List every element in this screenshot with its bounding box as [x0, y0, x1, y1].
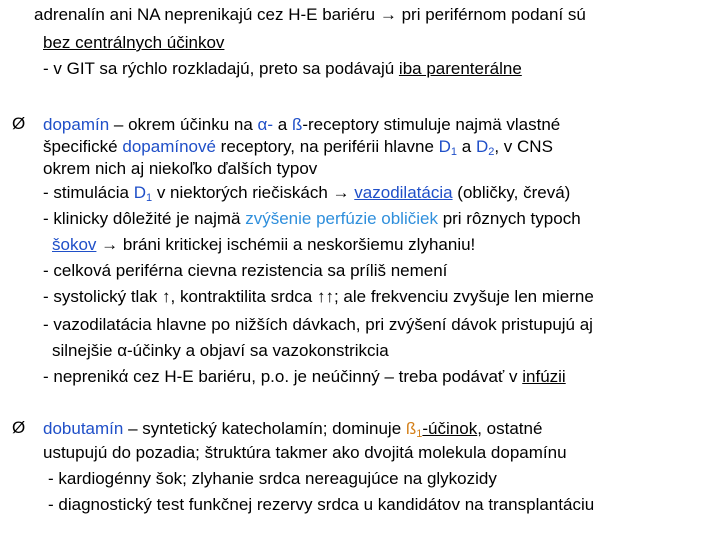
text: (obličky, črevá) [452, 183, 571, 202]
arrow-bullet-icon: Ø [12, 418, 26, 437]
text: ß [405, 419, 417, 438]
dopamine-line-3 [43, 158, 317, 180]
text: - vazodilatácia hlavne po nižších dávkach, pri zvýšení dávok pristupujú aj [43, 315, 593, 334]
text: pri rôznych typoch [437, 209, 581, 228]
text: – syntetický katecholamín; dominuje [123, 419, 406, 438]
text: špecifické [43, 137, 123, 156]
dopamine-line-2 [43, 136, 553, 158]
subscript: 2 [488, 146, 495, 158]
intro-line-3 [43, 58, 522, 80]
dopamine-line-1 [43, 114, 560, 136]
intro-text-3: - v GIT sa rýchlo rozkladajú, preto sa podávajú [43, 59, 399, 78]
intro-text-2: bez centrálnych účinkov [43, 33, 225, 52]
text: okrem nich aj niekoľko ďalších typov [43, 159, 318, 178]
dobutamine-line-2 [43, 442, 567, 464]
text: v niektorých riečiskách → [152, 183, 355, 202]
text: silnejšie α-účinky a objaví sa vazokonstrikcia [52, 341, 389, 360]
text: D [438, 137, 451, 156]
d2-term [476, 137, 494, 156]
dopamine-line-5 [43, 208, 581, 230]
text: - systolický tlak ↑, kontraktilita srdca ↑↑; ale frekvenciu zvyšuje len mierne [43, 287, 594, 306]
text: - stimulácia [43, 183, 134, 202]
subscript: 1 [145, 192, 153, 204]
text: ustupujú do pozadia; štruktúra takmer ako dvojitá molekula dopamínu [43, 443, 567, 462]
subscript: 1 [416, 428, 423, 440]
dopamine-line-9 [43, 314, 593, 336]
text: - kardiogénny šok; zlyhanie srdca nereagujúce na glykozidy [48, 469, 497, 488]
d1-term [134, 183, 152, 202]
text: , v CNS [494, 137, 553, 156]
text: - klinicky dôležité je najmä [43, 209, 246, 228]
text: - neprenikά cez H-E bariéru, p.o. je neúčinný – treba podávať v [43, 367, 523, 386]
dopaminergic-term: dopamínové [122, 137, 216, 156]
d1-term [439, 137, 457, 156]
dopamine-line-10 [52, 340, 389, 362]
shock-link[interactable]: šokov [52, 235, 97, 254]
dopamine-term: dopamín [43, 115, 110, 134]
dobutamine-line-1 [43, 418, 542, 440]
text: D [133, 183, 146, 202]
text: D [475, 137, 489, 156]
arrow-bullet-icon: Ø [12, 114, 26, 133]
dopamine-line-7 [43, 260, 447, 282]
subscript: 1 [450, 146, 458, 158]
text: -receptory stimuluje najmä vlastné [302, 115, 561, 134]
intro-line-1 [34, 4, 586, 26]
dopamine-line-6 [52, 234, 475, 256]
alpha-term: α- [257, 115, 274, 134]
text: - diagnostický test funkčnej rezervy srdca u kandidátov na transplantáciu [48, 495, 595, 514]
dobutamine-line-4 [48, 494, 594, 516]
text: - celková periférna cievna rezistencia sa príliš nemení [43, 261, 448, 280]
renal-perfusion-term: zvýšenie perfúzie obličiek [245, 209, 438, 228]
vasodilation-link[interactable]: vazodilatácia [354, 183, 453, 202]
text: a [273, 115, 292, 134]
effect-link[interactable]: -účinok [422, 419, 478, 438]
intro-line-2 [43, 32, 224, 54]
dopamine-line-8 [43, 286, 594, 308]
intro-text-1: adrenalín ani NA neprenikajú cez H-E bariéru → pri periférnom podaní sú [34, 5, 586, 24]
text: a [457, 137, 476, 156]
dobutamine-line-3 [48, 468, 497, 490]
beta-term: ß [291, 115, 303, 134]
text: – okrem účinku na [109, 115, 258, 134]
dobutamine-term: dobutamín [43, 419, 124, 438]
text: → bráni kritickej ischémii a neskoršiemu zlyhaniu! [96, 235, 476, 254]
dopamine-line-11 [43, 366, 566, 388]
text: , ostatné [477, 419, 543, 438]
text: receptory, na periférii hlavne [215, 137, 439, 156]
beta1-term [406, 419, 423, 438]
dopamine-line-4 [43, 182, 570, 204]
infusion-link[interactable]: infúzii [522, 367, 566, 386]
parenteral-link[interactable]: iba parenterálne [398, 59, 522, 78]
